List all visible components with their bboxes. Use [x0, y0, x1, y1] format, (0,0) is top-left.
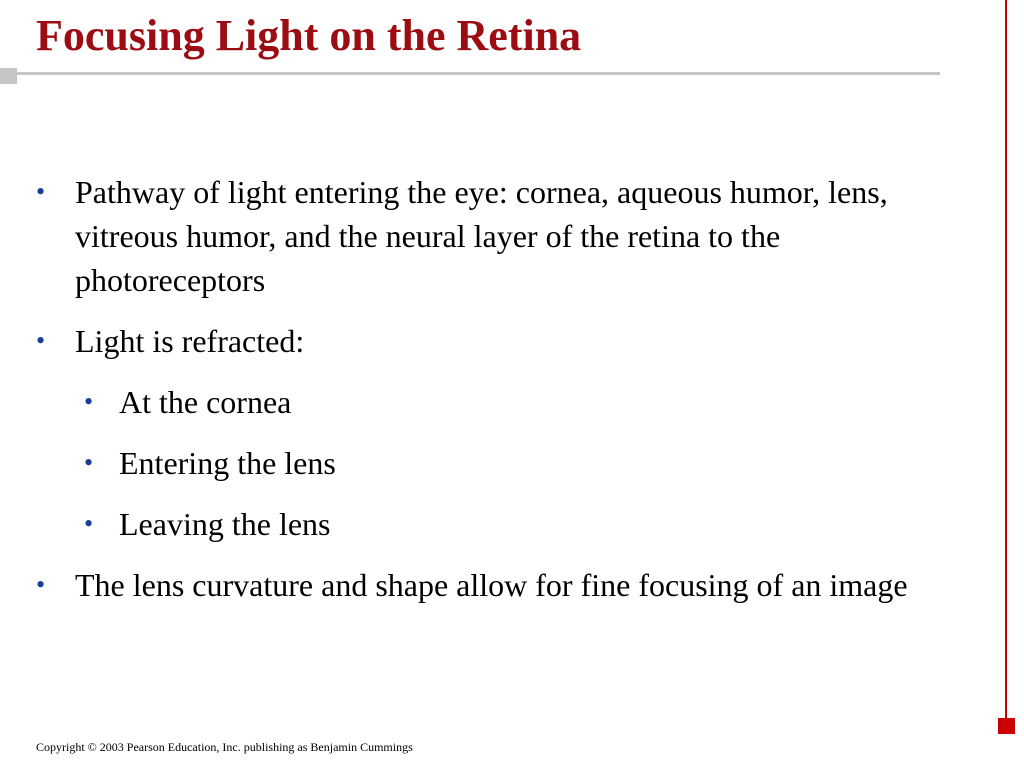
- sub-bullet-text: Entering the lens: [119, 445, 336, 481]
- sub-bullet-item: [36, 380, 966, 424]
- corner-square-marker: [998, 718, 1015, 734]
- slide-title: Focusing Light on the Retina: [36, 11, 582, 60]
- divider-square-marker: [0, 68, 17, 84]
- copyright-footer: Copyright © 2003 Pearson Education, Inc. publishing as Benjamin Cummings: [36, 740, 413, 754]
- bullet-item: [36, 319, 966, 363]
- title-divider: [0, 72, 940, 75]
- bullet-text: Pathway of light entering the eye: cornea, aqueous humor, lens, vitreous humor, and the neural layer of the retina to the photoreceptors: [75, 174, 888, 298]
- bullet-dot-icon: •: [84, 448, 94, 477]
- bullet-dot-icon: •: [36, 326, 46, 355]
- bullet-text: The lens curvature and shape allow for fine focusing of an image: [75, 567, 908, 603]
- bullet-item: [36, 170, 966, 302]
- sub-bullet-item: [36, 502, 966, 546]
- sub-bullet-text: Leaving the lens: [119, 506, 331, 542]
- sub-bullet-text: At the cornea: [119, 384, 292, 420]
- vertical-accent-line: [1005, 0, 1007, 720]
- bullet-dot-icon: •: [36, 570, 46, 599]
- sub-bullet-item: [36, 441, 966, 485]
- bullet-dot-icon: •: [84, 509, 94, 538]
- bullet-dot-icon: •: [84, 387, 94, 416]
- bullet-list: [36, 170, 966, 624]
- bullet-text: Light is refracted:: [75, 323, 305, 359]
- bullet-item: [36, 563, 966, 607]
- bullet-dot-icon: •: [36, 177, 46, 206]
